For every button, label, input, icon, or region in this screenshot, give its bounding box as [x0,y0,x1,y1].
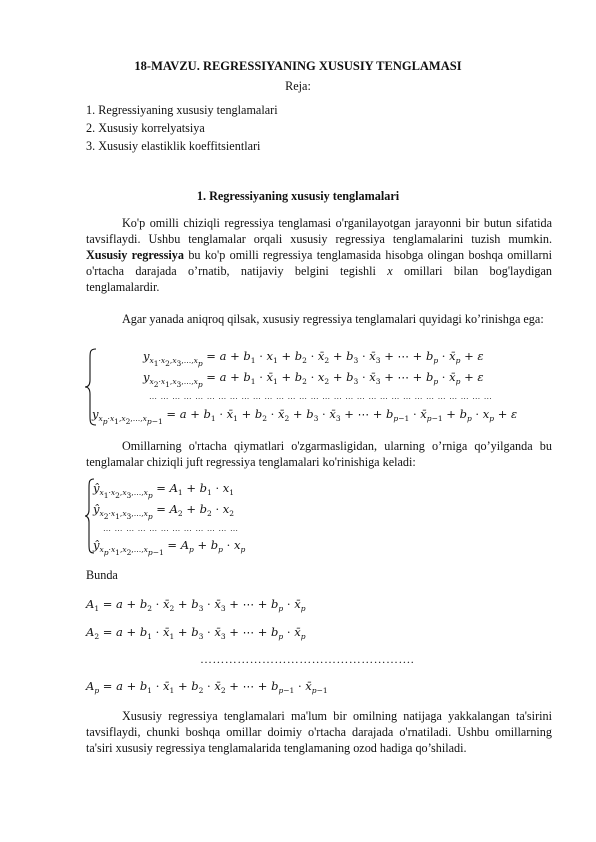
system-1-equation-p: $y_{x_p\cdot x_1,x_2,\dots,x_{p-1}} = a + b_1$ · $x̄_1 + b_2$ · $x̄_2 + b_3$ · $x̄_3$ + ⋯ + $b_{p-1}$ · $x̄_{p-1} + b_p \cdot x_p + \varepsilon$ [92,407,518,426]
paragraph-1-text-a: Ko'p omilli chiziqli regressiya tenglamasi o'rganilayotgan jarayonni bir butun sifatida tavsiflaydi. Ushbu tenglamalar orqali xususiy regressiya tenglamalarini tuzish mumkin. [86,216,552,246]
system-2-equation-2: $ŷ_{x_2\cdot x_1,x_3,\dots,x_p} = A_2 + b_2 \cdot x_2$ [93,502,235,521]
plan-list [86,101,278,155]
paragraph-1-text-b: bu ko'p omilli regressiya tenglamasida hisobga olingan boshqa omillarni o'rtacha darajada o’rnatib, natijaviy belgini tegishli [86,248,552,278]
equation-A2: $A_2 = a + b_1$ · $x̄_1 + b_3$ · $x̄_3$ + ⋯ + $b_p$ · $x̄_p$ [86,625,306,641]
paragraph-4-text: Xususiy regressiya tenglamalari ma'lum bir omilning natijaga yakkalangan ta'sirini tavsiflaydi, chunki boshqa omillar doimiy o'rtacha darajada o'rnatiladi. Ushbu omillarning ta'siri xususiy regressiya tenglamalarida tenglamaning ozod hadiga qo’shiladi. [86,709,552,755]
paragraph-1-bold-term: Xususiy regressiya [86,248,184,262]
system-1-dots: … … … … … … … … … … … … … … … … … … … … … … … … … … … … … … [149,392,493,401]
paragraph-2 [86,311,552,327]
plan-item-2: 2. Xususiy korrelyatsiya [86,121,205,135]
paragraph-1-text-c: omillari bilan bog'laydigan tenglamalardir. [86,264,552,294]
plan-heading: Reja: [285,79,311,93]
bunda-label: Bunda [86,568,118,582]
section-heading: 1. Regressiyaning xususiy tenglamalari [196,189,400,203]
paragraph-3-text: Omillarning o'rtacha qiymatlari o'zgarmasligidan, ularning o’rniga qo’yilganda bu tenglamalar chiziqli juft regressiya tenglamalari ko'rinishiga keladi: [86,439,552,469]
paragraph-1 [86,215,552,295]
system-1-equation-1: $y_{x_1\cdot x_2,x_3,\dots,x_p} = a + b_1 \cdot x_1 + b_2$ · $x̄_2 + b_3$ · $x̄_3$ + ⋯ + $b_p$ · $x̄_p + \varepsilon$ [143,349,484,368]
plan-item-3: 3. Xususiy elastiklik koeffitsientlari [86,139,261,153]
page-title: 18-MAVZU. REGRESSIYANING XUSUSIY TENGLAMASI [134,59,462,73]
ellipsis-line: ……………………………………………. [200,652,415,666]
system-2-equation-1: $ŷ_{x_1\cdot x_2,x_3,\dots,x_p} = A_1 + b_1 \cdot x_1$ [93,481,235,500]
plan-item-1: 1. Regressiyaning xususiy tenglamalari [86,103,278,117]
paragraph-3 [86,438,552,470]
paragraph-1-variable: x [387,264,393,278]
paragraph-2-text: Agar yanada aniqroq qilsak, xususiy regressiya tenglamalari quyidagi ko’rinishga ega: [122,312,544,326]
system-2-dots: … … … … … … … … … … … … [103,524,239,533]
paragraph-4 [86,708,552,756]
system-1-equation-2: $y_{x_2\cdot x_1,x_3,\dots,x_p} = a + b_1$ · $x̄_1 + b_2 \cdot x_2 + b_3$ · $x̄_3$ + ⋯ + $b_p$ · $x̄_p + \varepsilon$ [143,370,484,389]
equation-A1: $A_1 = a + b_2$ · $x̄_2 + b_3$ · $x̄_3$ + ⋯ + $b_p$ · $x̄_p$ [86,597,306,613]
equation-Ap: $A_p = a + b_1$ · $x̄_1 + b_2$ · $x̄_2$ + ⋯ + $b_{p-1}$ · $x̄_{p-1}$ [86,679,328,695]
system-2-equation-p: $ŷ_{x_p\cdot x_1,x_2,\dots,x_{p-1}} = A_p + b_p \cdot x_p$ [93,538,246,557]
